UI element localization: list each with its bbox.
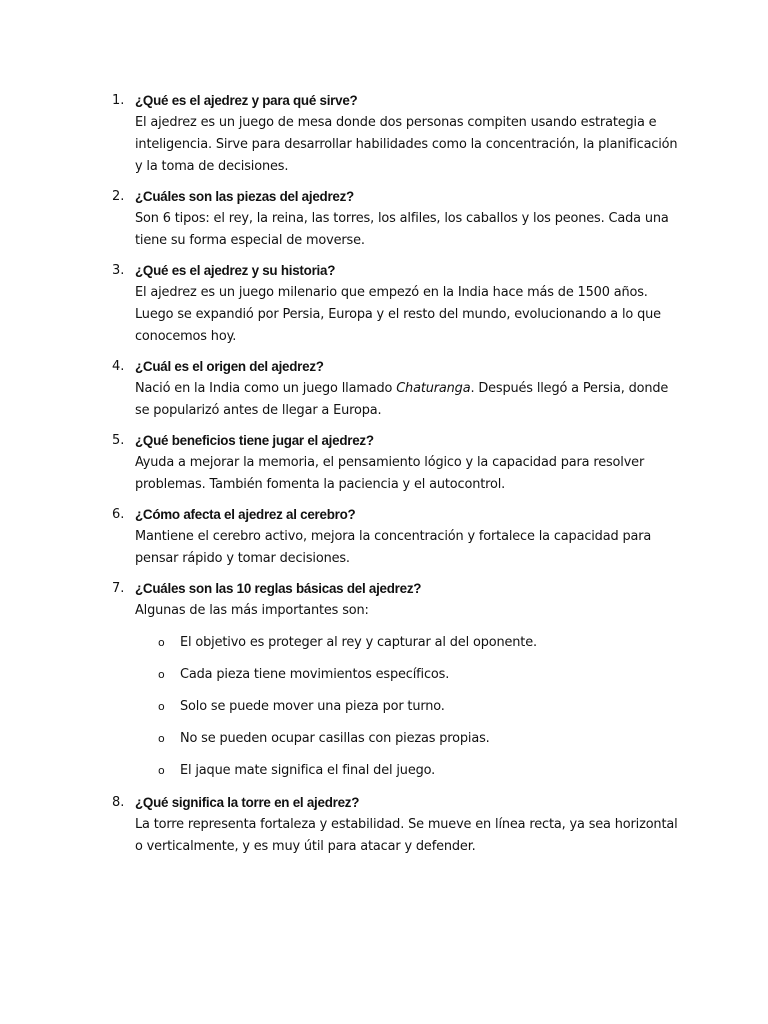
faq-item-5 [0, 430, 768, 496]
list-item-text: El jaque mate significa el final del juego. [180, 763, 436, 778]
list-item-text: Cada pieza tiene movimientos específicos. [180, 667, 450, 682]
list-item [135, 664, 682, 686]
faq-item-3 [0, 260, 768, 348]
item-number: 4. [112, 359, 125, 374]
item-number: 8. [112, 795, 125, 810]
question-heading: ¿Qué es el ajedrez y su historia? [135, 263, 336, 278]
bullet-marker: o [158, 700, 165, 713]
bullet-marker: o [158, 636, 165, 649]
answer-text: La torre representa fortaleza y estabilidad. Se mueve en línea recta, ya sea horizontal o verticalmente, y es muy útil para atacar y defender. [135, 817, 678, 854]
document-page [0, 90, 768, 866]
faq-item-2 [0, 186, 768, 252]
faq-item-4 [0, 356, 768, 422]
answer-text: Mantiene el cerebro activo, mejora la concentración y fortalece la capacidad para pensar rápido y tomar decisiones. [135, 529, 652, 566]
answer-text-end: . Después llegó a Persia, donde se popularizó antes de llegar a Europa. [135, 381, 669, 418]
question-heading: ¿Qué es el ajedrez y para qué sirve? [135, 93, 358, 108]
list-item-text: Solo se puede mover una pieza por turno. [180, 699, 445, 714]
answer-italic-term: Chaturanga [396, 381, 471, 396]
answer-text [135, 378, 682, 422]
list-item [135, 696, 682, 718]
faq-item-7 [0, 578, 768, 782]
answer-text-start: Nació en la India como un juego llamado [135, 381, 397, 396]
answer-text: El ajedrez es un juego de mesa donde dos personas compiten usando estrategia e inteligencia. Sirve para desarrollar habilidades como la concentración, la planificación y la toma de decisiones. [135, 115, 678, 174]
bullet-marker: o [158, 732, 165, 745]
answer-text: Son 6 tipos: el rey, la reina, las torres, los alfiles, los caballos y los peones. Cada una tiene su forma especial de moverse. [135, 211, 669, 248]
item-number: 7. [112, 581, 125, 596]
question-heading: ¿Cuáles son las piezas del ajedrez? [135, 189, 354, 204]
faq-item-8 [0, 792, 768, 858]
list-item [135, 728, 682, 750]
rules-bullet-list [135, 632, 682, 782]
list-item [135, 760, 682, 782]
item-number: 1. [112, 93, 125, 108]
question-heading: ¿Cómo afecta el ajedrez al cerebro? [135, 507, 356, 522]
bullet-marker: o [158, 764, 165, 777]
list-item [135, 632, 682, 654]
answer-text: El ajedrez es un juego milenario que empezó en la India hace más de 1500 años. Luego se expandió por Persia, Europa y el resto del mundo, evolucionando a lo que conocemos hoy. [135, 285, 661, 344]
item-number: 3. [112, 263, 125, 278]
question-heading: ¿Qué beneficios tiene jugar el ajedrez? [135, 433, 374, 448]
item-number: 2. [112, 189, 125, 204]
question-heading: ¿Qué significa la torre en el ajedrez? [135, 795, 360, 810]
answer-text: Ayuda a mejorar la memoria, el pensamiento lógico y la capacidad para resolver problemas. También fomenta la paciencia y el autocontrol. [135, 455, 645, 492]
list-item-text: No se pueden ocupar casillas con piezas propias. [180, 731, 490, 746]
item-number: 6. [112, 507, 125, 522]
faq-item-1 [0, 90, 768, 178]
item-number: 5. [112, 433, 125, 448]
list-item-text: El objetivo es proteger al rey y capturar al del oponente. [180, 635, 537, 650]
bullet-marker: o [158, 668, 165, 681]
faq-item-6 [0, 504, 768, 570]
question-heading: ¿Cuál es el origen del ajedrez? [135, 359, 324, 374]
question-heading: ¿Cuáles son las 10 reglas básicas del ajedrez? [135, 581, 422, 596]
answer-text: Algunas de las más importantes son: [135, 603, 369, 618]
